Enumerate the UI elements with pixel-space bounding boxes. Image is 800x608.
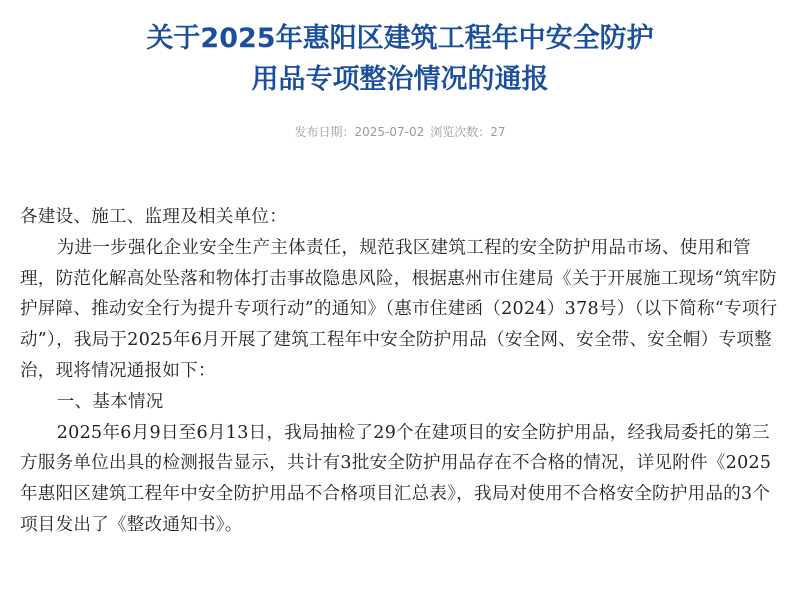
notice-body: [20, 202, 782, 541]
publish-date-label: 发布日期：: [294, 125, 355, 139]
notice-title-line-1: 关于2025年惠阳区建筑工程年中安全防护: [146, 23, 654, 54]
publish-date-value: 2025-07-02: [354, 125, 425, 139]
section-heading-basic-situation: 一、基本情况: [56, 391, 164, 412]
salutation: 各建设、施工、监理及相关单位：: [20, 207, 287, 227]
notice-meta: [0, 124, 800, 140]
notice-title-line-2: 用品专项整治情况的通报: [251, 64, 549, 95]
intro-paragraph: 为进一步强化企业安全生产主体责任，规范我区建筑工程的安全防护用品市场、使用和管理，防范化解高处坠落和物体打击事故隐患风险，根据惠州市住建局《关于开展施工现场“筑牢防护屏障、推动安全行为提升专项行动”的通知》（惠市住建函（2024）378号）（以下简称“专项行动”），我局于2025年6月开展了建筑工程年中安全防护用品（安全网、安全带、安全帽）专项整治，现将情况通报如下：: [20, 237, 778, 381]
view-count-label: 浏览次数：: [430, 125, 491, 139]
notice-title: [0, 18, 800, 100]
basic-situation-paragraph: 2025年6月9日至6月13日，我局抽检了29个在建项目的安全防护用品，经我局委托的第三方服务单位出具的检测报告显示，共计有3批安全防护用品存在不合格的情况，详见附件《2025年惠阳区建筑工程年中安全防护用品不合格项目汇总表》，我局对使用不合格安全防护用品的3个项目发出了《整改通知书》。: [20, 422, 772, 535]
view-count-value: 27: [490, 125, 506, 139]
